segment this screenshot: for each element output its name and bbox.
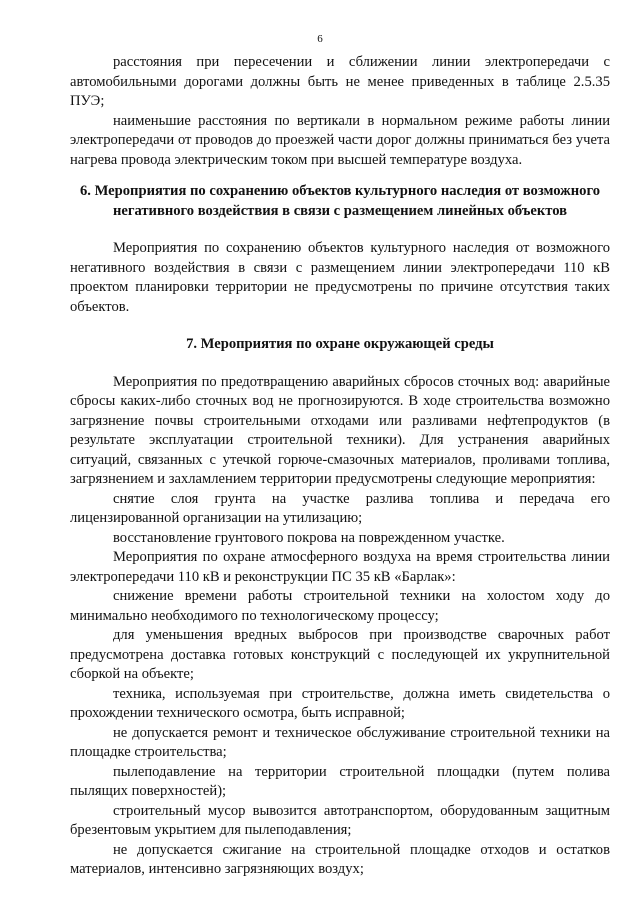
section-7-paragraph: для уменьшения вредных выбросов при производстве сварочных работ предусмотрена доставка готовых конструкций с последующей их укрупнительной сборкой на объекте; xyxy=(70,627,610,682)
section-7-paragraph: снижение времени работы строительной техники на холостом ходу до минимально необходимого по технологическому процессу; xyxy=(70,588,610,624)
section-7-paragraph: Мероприятия по охране атмосферного воздуха на время строительства линии электропередачи 110 кВ и реконструкции ПС 35 кВ «Барлак»: xyxy=(70,549,610,585)
section-6-heading: 6. Мероприятия по сохранению объектов культурного наследия от возможного негативного воздействия в связи с размещением линейных объектов xyxy=(79,183,601,219)
paragraph-road-distances: расстояния при пересечении и сближении линии электропередачи с автомобильными дорогами должны быть не менее приведенных в таблице 2.5.35 ПУЭ; xyxy=(70,54,610,109)
section-7-heading: 7. Мероприятия по охране окружающей среды xyxy=(186,336,494,352)
section-7-paragraph: техника, используемая при строительстве, должна иметь свидетельства о прохождении технического осмотра, быть исправной; xyxy=(70,685,610,721)
section-7-paragraph: пылеподавление на территории строительной площадки (путем полива пылящих поверхностей); xyxy=(70,763,610,799)
paragraph-vertical-distances: наименьшие расстояния по вертикали в нормальном режиме работы линии электропередачи от проводов до проезжей части дорог должны приниматься без учета нагрева провода электрическим током при высшей температуре воздуха. xyxy=(70,112,610,168)
section-7-paragraph: Мероприятия по предотвращению аварийных сбросов сточных вод: аварийные сбросы каких-либо сточных вод не прогнозируются. В ходе строительства возможно загрязнение почвы строительными отходами или разливами нефтепродуктов (в результате эксплуатации строительной техники). Для устранения аварийных ситуаций, связанных с утечкой горюче-смазочных материалов, проливами топлива, загрязнением и захламлением территории предусмотрены следующие мероприятия: xyxy=(70,373,610,487)
section-6-paragraph: Мероприятия по сохранению объектов культурного наследия от возможного негативного воздействия в связи с размещением линии электропередачи 110 кВ проектом планировки территории не предусмотрены по причине отсутствия таких объектов. xyxy=(70,240,610,315)
page-number: 6 xyxy=(317,33,323,45)
section-7-paragraph: строительный мусор вывозится автотранспортом, оборудованным защитным брезентовым укрытием для пылеподавления; xyxy=(70,802,610,838)
document-body xyxy=(70,53,610,880)
section-7-paragraph: не допускается ремонт и техническое обслуживание строительной техники на площадке строительства; xyxy=(70,724,610,760)
section-7-paragraph: восстановление грунтового покрова на поврежденном участке. xyxy=(113,529,505,546)
section-7-paragraph: снятие слоя грунта на участке разлива топлива и передача его лицензированной организации на утилизацию; xyxy=(70,490,610,526)
section-7-paragraph: не допускается сжигание на строительной площадке отходов и остатков материалов, интенсивно загрязняющих воздух; xyxy=(70,841,610,877)
